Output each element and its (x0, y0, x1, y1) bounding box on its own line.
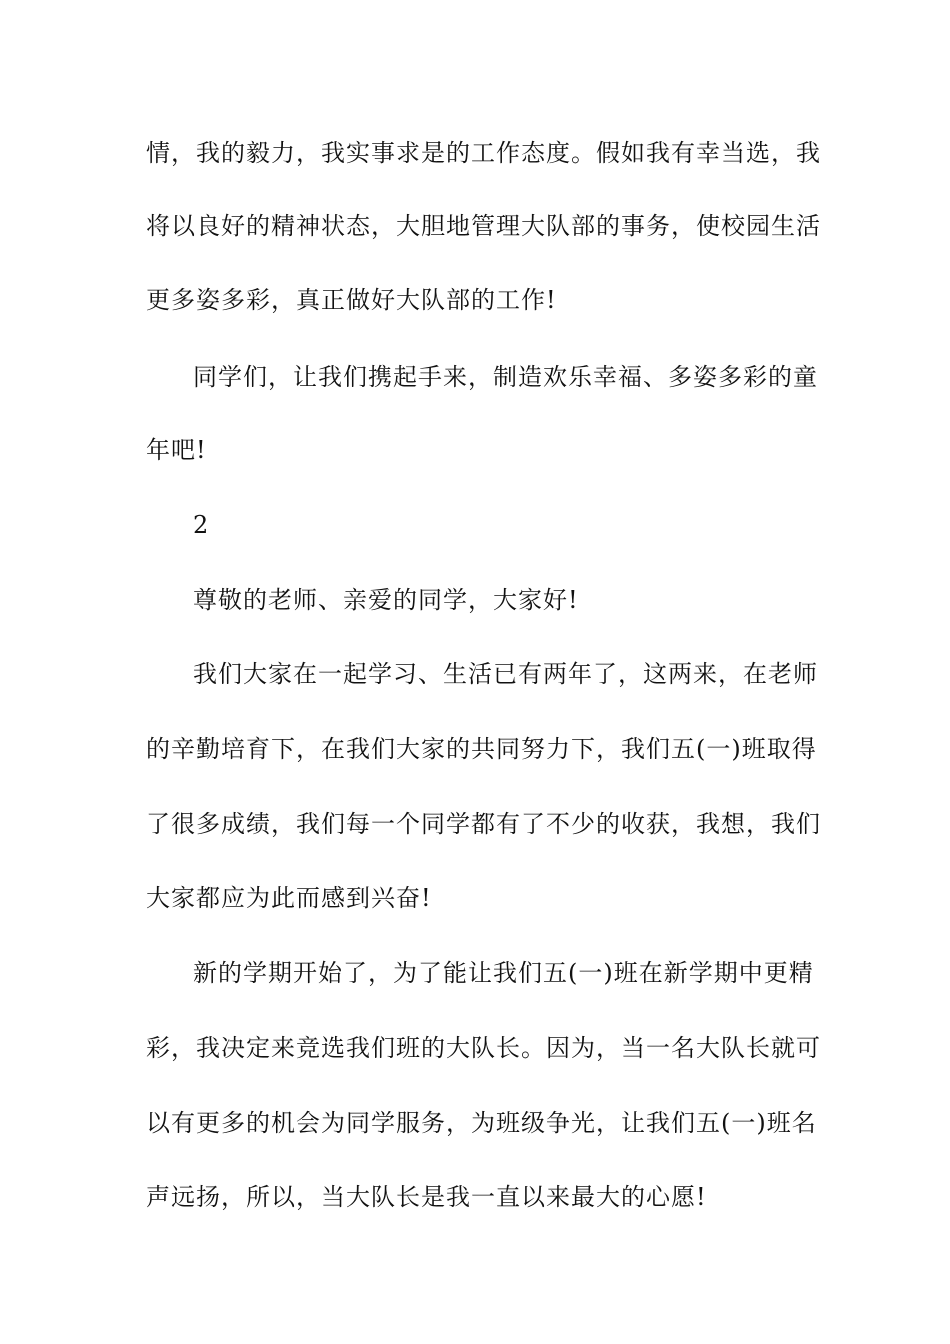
paragraph-start-line: 同学们，让我们携起手来，制造欢乐幸福、多姿多彩的童 (193, 363, 818, 391)
text-line: 将以良好的精神状态，大胆地管理大队部的事务，使校园生活 (146, 212, 821, 240)
text-line: 的辛勤培育下，在我们大家的共同努力下，我们五(一)班取得 (146, 735, 817, 763)
text-line: 情，我的毅力，我实事求是的工作态度。假如我有幸当选，我 (146, 139, 821, 167)
section-number: 2 (193, 511, 210, 539)
paragraph-start-line: 新的学期开始了，为了能让我们五(一)班在新学期中更精 (193, 959, 814, 987)
text-line: 年吧! (146, 436, 207, 464)
text-line: 声远扬，所以，当大队长是我一直以来最大的心愿! (146, 1183, 707, 1211)
text-line: 彩，我决定来竞选我们班的大队长。因为，当一名大队长就可 (146, 1034, 821, 1062)
salutation-line: 尊敬的老师、亲爱的同学，大家好! (193, 586, 579, 614)
text-line: 以有更多的机会为同学服务，为班级争光，让我们五(一)班名 (146, 1109, 817, 1137)
text-line: 更多姿多彩，真正做好大队部的工作! (146, 286, 557, 314)
text-line: 大家都应为此而感到兴奋! (146, 884, 432, 912)
paragraph-start-line: 我们大家在一起学习、生活已有两年了，这两来，在老师 (193, 660, 818, 688)
text-line: 了很多成绩，我们每一个同学都有了不少的收获，我想，我们 (146, 810, 821, 838)
